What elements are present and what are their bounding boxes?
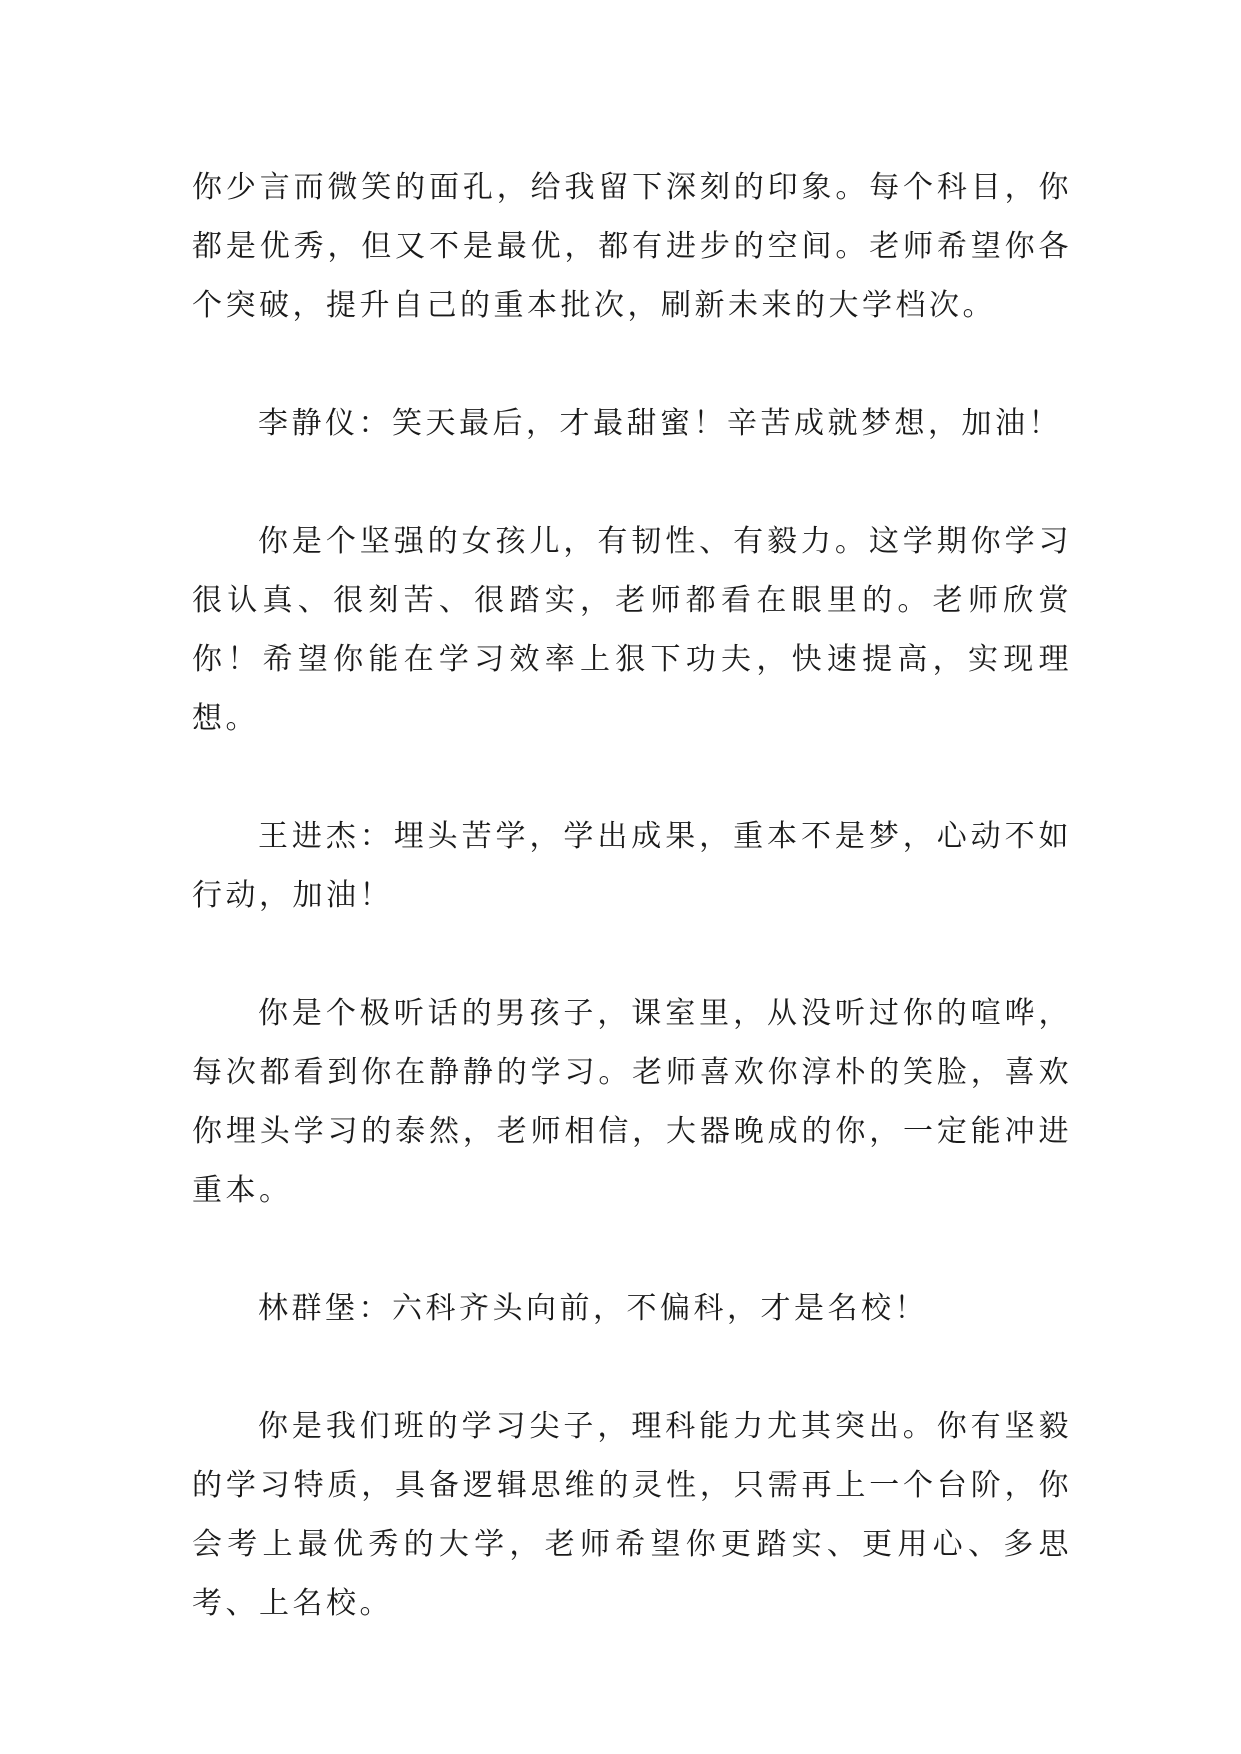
paragraph-spacer bbox=[192, 1220, 1072, 1279]
paragraph-spacer bbox=[192, 453, 1072, 512]
comment-paragraph: 你是个极听话的男孩子，课室里，从没听过你的喧哗，每次都看到你在静静的学习。老师喜欢你淳朴的笑脸，喜欢你埋头学习的泰然，老师相信，大器晚成的你，一定能冲进重本。 bbox=[192, 996, 1072, 1208]
comment-paragraph: 你少言而微笑的面孔，给我留下深刻的印象。每个科目，你都是优秀，但又不是最优，都有进步的空间。老师希望你各个突破，提升自己的重本批次，刷新未来的大学档次。 bbox=[192, 170, 1072, 323]
document-body bbox=[192, 158, 1072, 1633]
student-motto: 李静仪：笑天最后，才最甜蜜！辛苦成就梦想，加油！ bbox=[258, 406, 1062, 441]
comment-paragraph: 你是我们班的学习尖子，理科能力尤其突出。你有坚毅的学习特质，具备逻辑思维的灵性，只需再上一个台阶，你会考上最优秀的大学，老师希望你更踏实、更用心、多思考、上名校。 bbox=[192, 1409, 1072, 1621]
paragraph-spacer bbox=[192, 1338, 1072, 1397]
comment-paragraph: 你是个坚强的女孩儿，有韧性、有毅力。这学期你学习很认真、很刻苦、很踏实，老师都看在眼里的。老师欣赏你！希望你能在学习效率上狠下功夫，快速提高，实现理想。 bbox=[192, 524, 1072, 736]
paragraph-spacer bbox=[192, 335, 1072, 394]
paragraph-spacer bbox=[192, 925, 1072, 984]
paragraph-spacer bbox=[192, 748, 1072, 807]
student-motto: 王进杰：埋头苦学，学出成果，重本不是梦，心动不如行动，加油！ bbox=[192, 819, 1072, 913]
student-motto: 林群堡：六科齐头向前，不偏科，才是名校！ bbox=[258, 1291, 928, 1326]
